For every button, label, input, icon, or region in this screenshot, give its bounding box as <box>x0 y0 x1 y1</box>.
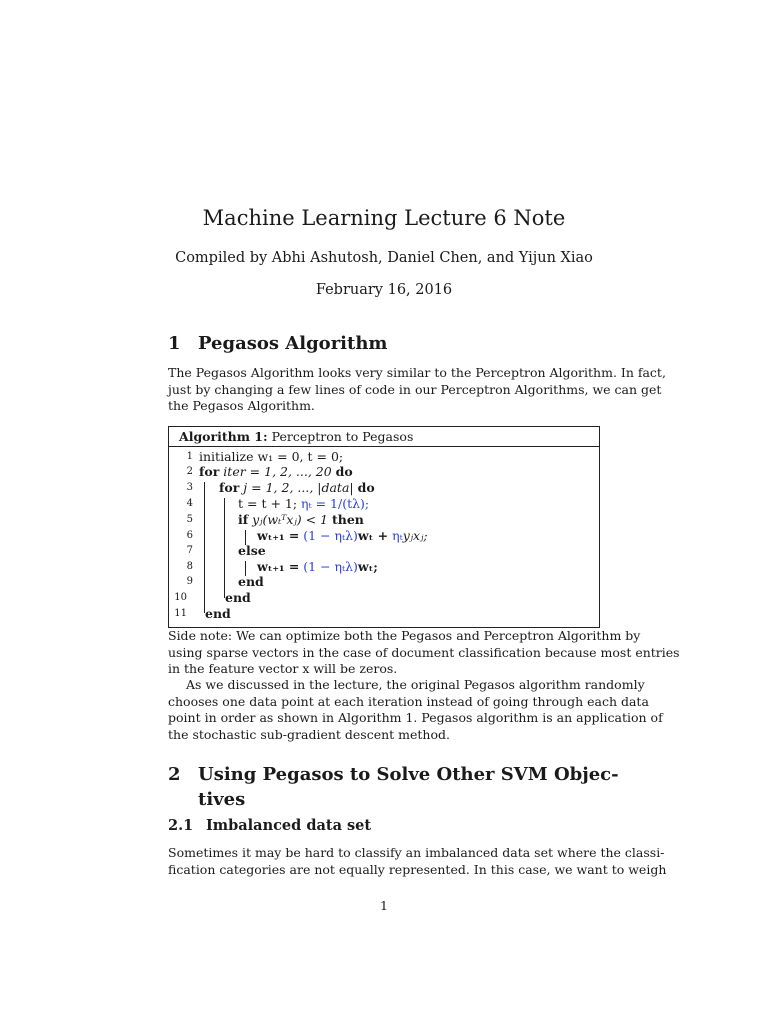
section-1-heading <box>168 333 387 354</box>
section-number: 2 <box>168 764 181 785</box>
weight-term: wₜ; <box>357 559 378 574</box>
section-number: 1 <box>168 333 181 354</box>
subsection-2-1-text <box>168 845 667 878</box>
document-title: Machine Learning Lecture 6 Note <box>202 206 566 230</box>
text-line: Sometimes it may be hard to classify an imbalanced data set where the classi- <box>168 845 665 860</box>
block-bar-inner <box>224 498 225 598</box>
text-line: the stochastic sub-gradient descent method. <box>168 726 450 742</box>
caption-divider <box>169 446 599 447</box>
algorithm-caption <box>179 429 413 444</box>
algo-line-3 <box>219 480 375 495</box>
text-line: The Pegasos Algorithm looks very similar to the Perceptron Algorithm. In fact, <box>168 365 666 380</box>
page-number: 1 <box>380 898 388 913</box>
text-line: As we discussed in the lecture, the original Pegasos algorithm randomly <box>186 677 645 692</box>
step-size: ηₜ = 1/(tλ); <box>301 496 370 511</box>
gradient-term: yⱼxⱼ; <box>402 528 428 543</box>
line-number: 6 <box>186 530 193 541</box>
text-line: just by changing a few lines of code in our Perceptron Algorithms, we can get <box>168 381 662 397</box>
algo-line-9 <box>238 574 264 589</box>
side-note <box>168 628 680 678</box>
subsection-2-1-heading <box>168 817 371 834</box>
algorithm-box <box>168 426 600 628</box>
paragraph-stochastic <box>168 677 663 743</box>
document-date: February 16, 2016 <box>315 282 453 298</box>
line-number: 4 <box>186 498 193 509</box>
line-number: 1 <box>186 451 193 462</box>
subsection-title: Imbalanced data set <box>206 817 372 834</box>
section-title: Pegasos Algorithm <box>198 333 388 354</box>
keyword-for: for <box>219 480 240 495</box>
section-1-intro <box>168 365 666 415</box>
algo-line-6 <box>257 528 428 543</box>
condition: yⱼ(wₜᵀxⱼ) < 1 <box>252 512 328 527</box>
text-line: the Pegasos Algorithm. <box>168 398 315 413</box>
algo-line-7 <box>238 543 266 558</box>
keyword-else: else <box>238 543 266 558</box>
shrink-factor: (1 − ηₜλ) <box>303 528 358 543</box>
line-number: 5 <box>186 514 193 525</box>
keyword-then: then <box>331 512 364 527</box>
line-number: 11 <box>174 608 187 619</box>
line-number: 7 <box>186 545 193 556</box>
keyword-for: for <box>199 464 220 479</box>
algo-line-4 <box>238 496 369 511</box>
keyword-end: end <box>238 574 264 589</box>
loop-range: j = 1, 2, ..., |data| <box>243 480 354 495</box>
text-line: fication categories are not equally represented. In this case, we want to weigh <box>168 861 667 877</box>
increment-t: t = t + 1; <box>238 496 298 511</box>
algorithm-label: Algorithm 1: <box>179 429 268 444</box>
line-number: 8 <box>186 561 193 572</box>
algo-line-11 <box>205 606 231 621</box>
keyword-do: do <box>357 480 375 495</box>
keyword-do: do <box>335 464 353 479</box>
line-number: 9 <box>186 576 193 587</box>
keyword-end: end <box>225 590 251 605</box>
text-line: chooses one data point at each iteration instead of going through each data <box>168 693 649 709</box>
section-title-line: Using Pegasos to Solve Other SVM Objec- <box>198 764 619 785</box>
weight-term: wₜ + <box>357 528 389 543</box>
shrink-factor: (1 − ηₜλ) <box>303 559 358 574</box>
text-line: point in order as shown in Algorithm 1. Pegasos algorithm is an application of <box>168 710 663 725</box>
algo-line-1: initialize w₁ = 0, t = 0; <box>199 449 344 464</box>
text-line: Side note: We can optimize both the Pegasos and Perceptron Algorithm by <box>168 628 641 643</box>
loop-range: iter = 1, 2, ..., 20 <box>223 464 332 479</box>
block-bar-outer <box>204 482 205 613</box>
section-title-line: tives <box>198 789 246 810</box>
algo-line-5 <box>238 512 364 527</box>
subsection-number: 2.1 <box>168 817 194 834</box>
text-line: in the feature vector x will be zeros. <box>168 661 398 676</box>
algo-line-8 <box>257 559 378 574</box>
line-number: 3 <box>186 482 193 493</box>
keyword-end: end <box>205 606 231 621</box>
step-size: ηₜ <box>392 528 403 543</box>
text-line: using sparse vectors in the case of document classification because most entries <box>168 644 680 660</box>
section-2-heading <box>168 762 619 812</box>
algorithm-caption-text: Perceptron to Pegasos <box>271 429 414 444</box>
algo-line-2 <box>199 464 353 479</box>
line-number: 10 <box>174 592 187 603</box>
update-lhs: wₜ₊₁ = <box>257 528 300 543</box>
line-number: 2 <box>186 466 193 477</box>
algo-line-10 <box>225 590 251 605</box>
document-authors: Compiled by Abhi Ashutosh, Daniel Chen, and Yijun Xiao <box>175 250 593 266</box>
update-lhs: wₜ₊₁ = <box>257 559 300 574</box>
keyword-if: if <box>238 512 249 527</box>
